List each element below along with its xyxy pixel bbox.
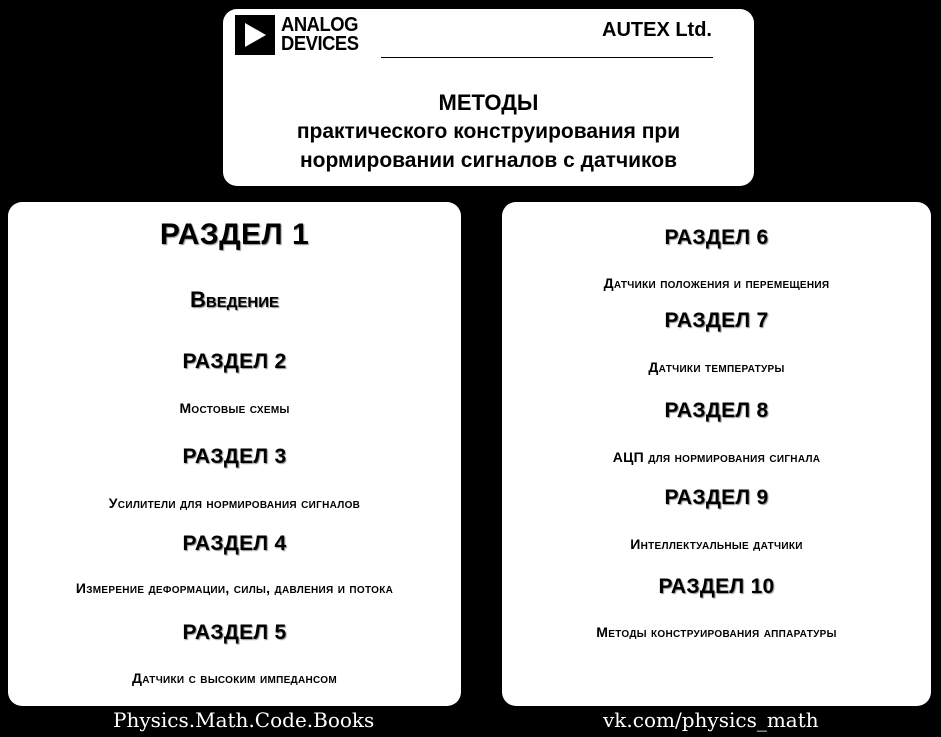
title-sub-line-2: нормировании сигналов с датчиков — [299, 149, 678, 172]
section-7-heading: РАЗДЕЛ 7 — [664, 309, 769, 332]
contents-left-panel — [8, 202, 461, 706]
logo-line-2: DEVICES — [281, 33, 359, 55]
section-9-heading: РАЗДЕЛ 9 — [664, 486, 769, 509]
section-6-title: Датчики положения и перемещения — [603, 275, 830, 291]
section-7-title: Датчики температуры — [648, 359, 785, 375]
section-3-heading: РАЗДЕЛ 3 — [182, 445, 287, 468]
header-divider — [381, 57, 713, 58]
section-5-title: Датчики с высоким импедансом — [131, 670, 337, 686]
footer-watermark-right: vk.com/physics_math — [603, 708, 819, 732]
section-2-title: Мостовые схемы — [179, 400, 290, 416]
logo-line-1: ANALOG — [281, 14, 358, 36]
contents-right-panel — [502, 202, 931, 706]
title-sub-line-1: практического конструирования при — [296, 120, 681, 143]
section-4-title: Измерение деформации, силы, давления и потока — [75, 580, 394, 596]
section-1-title: Введение — [189, 287, 280, 312]
play-triangle-icon — [235, 15, 275, 55]
section-8-heading: РАЗДЕЛ 8 — [664, 399, 769, 422]
company-name: AUTEX Ltd. — [602, 19, 712, 41]
section-3-title: Усилители для нормирования сигналов — [108, 495, 361, 511]
title-main: МЕТОДЫ — [438, 90, 539, 115]
document-title — [223, 89, 754, 175]
section-4-heading: РАЗДЕЛ 4 — [182, 532, 287, 555]
footer-watermark-left: Physics.Math.Code.Books — [113, 708, 375, 732]
section-1-heading: РАЗДЕЛ 1 — [159, 218, 310, 251]
analog-devices-logo — [235, 15, 365, 55]
section-10-heading: РАЗДЕЛ 10 — [658, 575, 775, 598]
section-8-title: АЦП для нормирования сигнала — [612, 449, 821, 465]
section-6-heading: РАЗДЕЛ 6 — [664, 226, 769, 249]
header-card — [223, 9, 754, 186]
section-9-title: Интеллектуальные датчики — [630, 536, 803, 552]
section-5-heading: РАЗДЕЛ 5 — [182, 621, 287, 644]
section-2-heading: РАЗДЕЛ 2 — [182, 350, 287, 373]
section-10-title: Методы конструирования аппаратуры — [596, 624, 837, 640]
